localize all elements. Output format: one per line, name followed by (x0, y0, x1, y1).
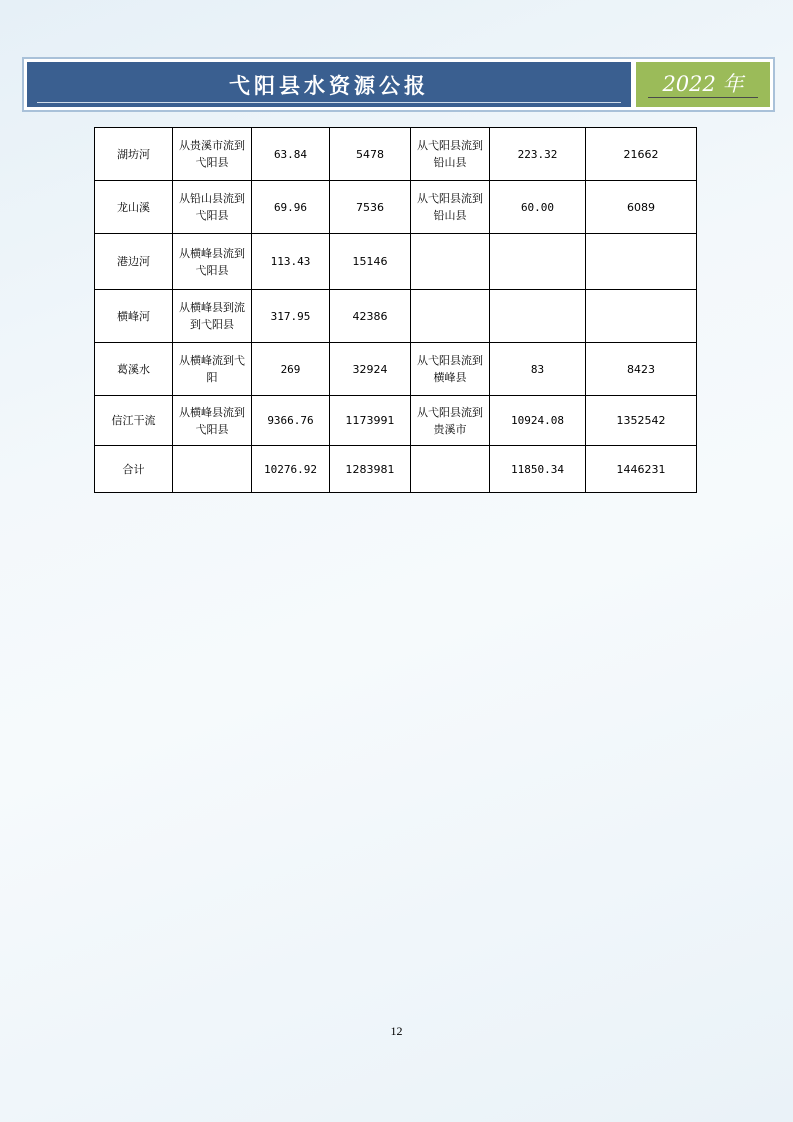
outflow-value-cell (490, 234, 586, 290)
title-band (27, 62, 631, 107)
inflow-volume-cell: 1173991 (330, 396, 411, 446)
inflow-value-cell: 317.95 (252, 290, 330, 343)
report-header (22, 57, 775, 112)
outflow-route-cell: 从弋阳县流到铅山县 (411, 128, 490, 181)
outflow-value-cell (490, 290, 586, 343)
river-name-cell: 信江干流 (95, 396, 173, 446)
outflow-route-cell: 从弋阳县流到铅山县 (411, 181, 490, 234)
inflow-route-cell: 从横峰县到流到弋阳县 (173, 290, 252, 343)
inflow-route-cell: 从横峰县流到弋阳县 (173, 396, 252, 446)
inflow-route-cell: 从横峰流到弋阳 (173, 343, 252, 396)
table-row (95, 234, 697, 290)
inflow-volume-cell: 32924 (330, 343, 411, 396)
outflow-total-cell: 11850.34 (490, 446, 586, 493)
inflow-volume-cell: 15146 (330, 234, 411, 290)
title-underline (37, 102, 621, 103)
outflow-volume-cell: 21662 (586, 128, 697, 181)
outflow-volume-cell: 6089 (586, 181, 697, 234)
outflow-volume-cell: 8423 (586, 343, 697, 396)
inflow-volume-cell: 7536 (330, 181, 411, 234)
table-row (95, 343, 697, 396)
outflow-value-cell: 83 (490, 343, 586, 396)
inflow-value-cell: 9366.76 (252, 396, 330, 446)
outflow-route-cell: 从弋阳县流到贵溪市 (411, 396, 490, 446)
inflow-route-cell: 从横峰县流到弋阳县 (173, 234, 252, 290)
inflow-volume-cell: 42386 (330, 290, 411, 343)
inflow-value-cell: 69.96 (252, 181, 330, 234)
inflow-value-cell: 63.84 (252, 128, 330, 181)
total-row (95, 446, 697, 493)
outflow-volume-total-cell: 1446231 (586, 446, 697, 493)
outflow-volume-cell (586, 234, 697, 290)
inflow-value-cell: 113.43 (252, 234, 330, 290)
inflow-total-cell: 10276.92 (252, 446, 330, 493)
table-row (95, 128, 697, 181)
outflow-value-cell: 223.32 (490, 128, 586, 181)
table-row (95, 290, 697, 343)
outflow-route-cell: 从弋阳县流到横峰县 (411, 343, 490, 396)
river-name-cell: 横峰河 (95, 290, 173, 343)
outflow-value-cell: 60.00 (490, 181, 586, 234)
river-name-cell: 葛溪水 (95, 343, 173, 396)
outflow-volume-cell (586, 290, 697, 343)
water-flow-table (94, 127, 697, 493)
river-name-cell: 龙山溪 (95, 181, 173, 234)
outflow-route-cell (411, 290, 490, 343)
year-underline (648, 97, 758, 98)
page-number: 12 (390, 1024, 403, 1038)
river-name-cell: 湖坊河 (95, 128, 173, 181)
inflow-route-cell (173, 446, 252, 493)
total-label-cell: 合计 (95, 446, 173, 493)
inflow-volume-total-cell: 1283981 (330, 446, 411, 493)
outflow-route-cell (411, 446, 490, 493)
report-title: 弋阳县水资源公报 (229, 73, 429, 98)
outflow-route-cell (411, 234, 490, 290)
report-year: 2022 年 (662, 72, 744, 96)
year-band (636, 62, 770, 107)
outflow-volume-cell: 1352542 (586, 396, 697, 446)
inflow-volume-cell: 5478 (330, 128, 411, 181)
outflow-value-cell: 10924.08 (490, 396, 586, 446)
inflow-value-cell: 269 (252, 343, 330, 396)
inflow-route-cell: 从贵溪市流到弋阳县 (173, 128, 252, 181)
table-row (95, 181, 697, 234)
table-row (95, 396, 697, 446)
river-name-cell: 港边河 (95, 234, 173, 290)
inflow-route-cell: 从铅山县流到弋阳县 (173, 181, 252, 234)
